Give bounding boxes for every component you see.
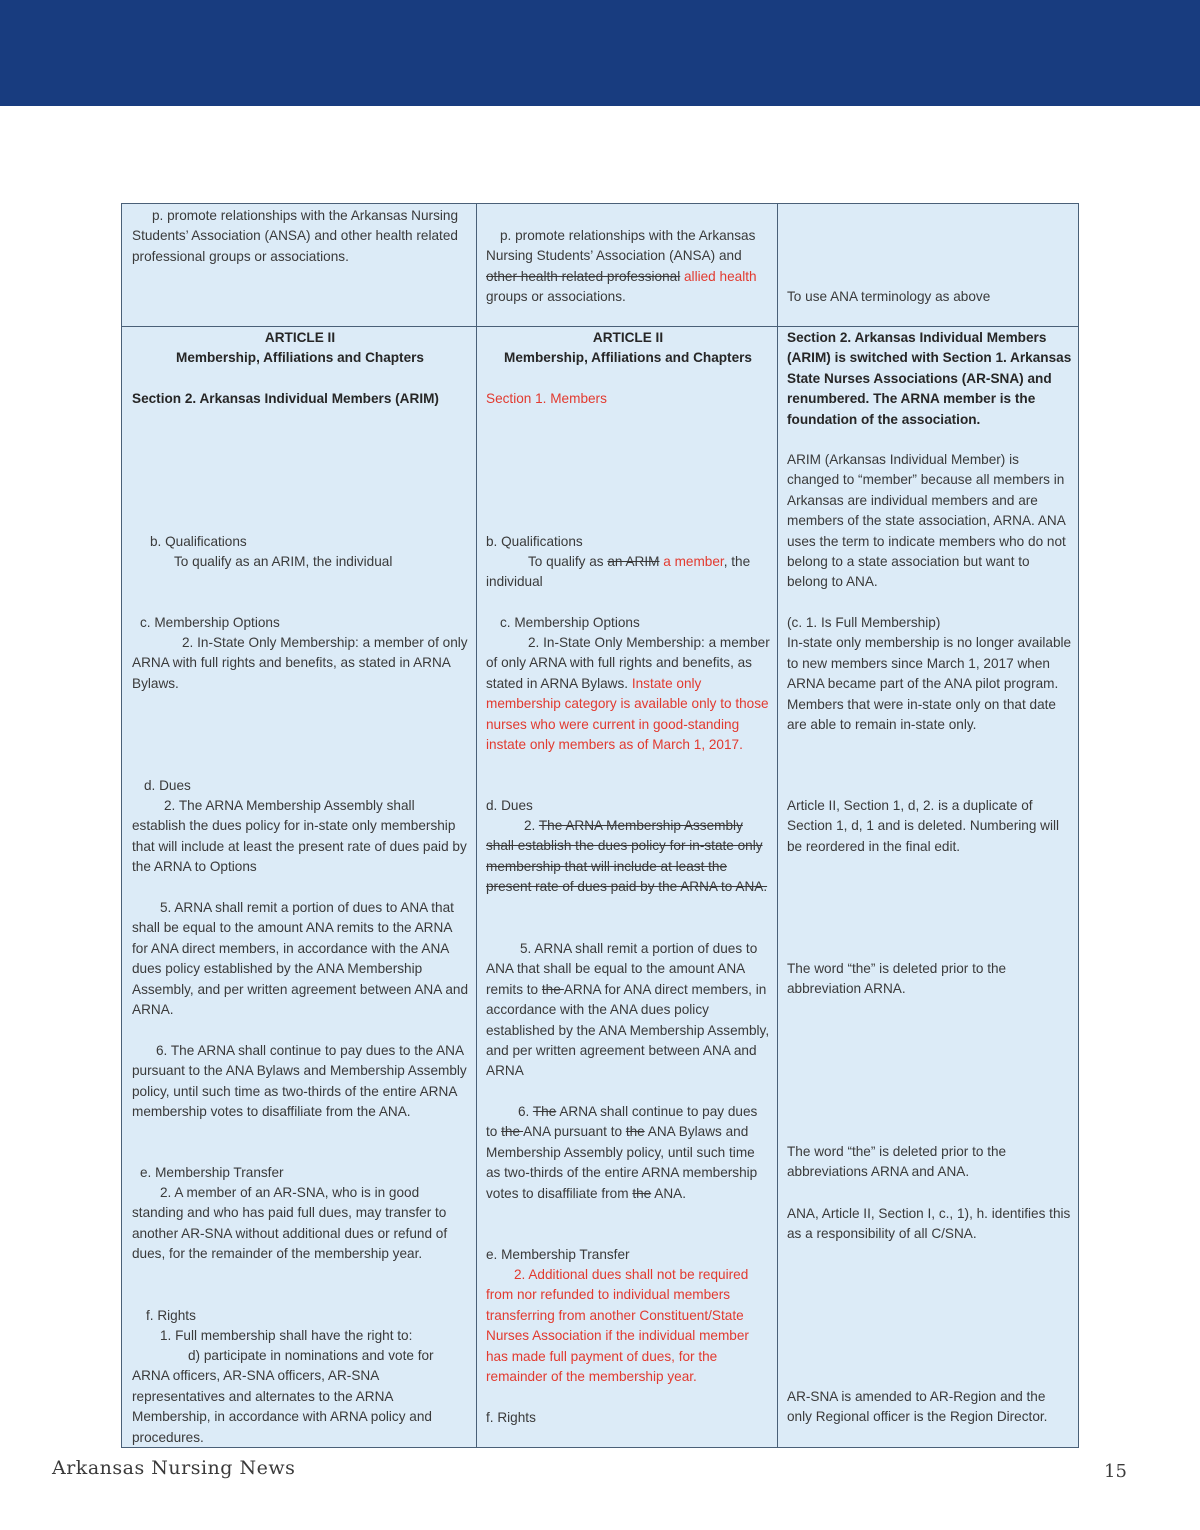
qualifications-heading: b. Qualifications (486, 534, 583, 549)
membership-transfer-heading: e. Membership Transfer (486, 1247, 630, 1262)
membership-transfer-text: 2. A member of an AR-SNA, who is in good standing and who has paid full dues, may transfer to another AR-SNA without additional dues or refund of dues, for the remainder of the membership year. (132, 1185, 448, 1262)
qualifications-text: To qualify as an ARIM a member, the individual (486, 554, 751, 590)
the-deleted-note: The word “the” is deleted prior to the abbreviations ARNA and ANA. (787, 1144, 1007, 1180)
rights-item-d: d) participate in nominations and vote for ARNA officers, AR-SNA officers, AR-SNA representatives and alternates to the ARNA Membership, in accordance with ARNA policy and procedures. (132, 1348, 434, 1445)
section-heading: Section 1. Members (486, 391, 607, 406)
bylaws-comparison-table (121, 203, 1079, 1448)
row-divider (122, 326, 1078, 327)
region-note: AR-SNA is amended to AR-Region and the only Regional officer is the Region Director. (787, 1389, 1048, 1425)
proposed-item-p: p. promote relationships with the Arkansas Nursing Students’ Association (ANSA) and other health related professional allied health groups or associations. (486, 228, 757, 305)
top-banner (0, 0, 1200, 106)
dues-item-5: 5. ARNA shall remit a portion of dues to ANA that shall be equal to the amount ANA remits to the ARNA for ANA direct members, in accordance with the ANA dues policy established by the ANA Membership Assembly, and per written agreement between ANA and ARNA. (132, 900, 469, 1018)
inserted-text: allied health (680, 268, 757, 284)
dues-heading: d. Dues (144, 778, 191, 793)
article-title: Membership, Affiliations and Chapters (176, 350, 424, 365)
section-heading: Section 2. Arkansas Individual Members (ARIM) (132, 391, 439, 406)
article-title: Membership, Affiliations and Chapters (504, 350, 752, 365)
qualifications-heading: b. Qualifications (150, 534, 247, 549)
dues-item-2: 2. The ARNA Membership Assembly shall establish the dues policy for in-state only membership that will include at least the present rate of dues paid by the ARNA to Options (132, 798, 467, 875)
rights-heading: f. Rights (486, 1410, 536, 1425)
membership-options-heading: c. Membership Options (500, 615, 640, 630)
dues-item-2: 2. The ARNA Membership Assembly shall establish the dues policy for in-state only membership that will include at least the present rate of dues paid by the ARNA to ANA. (486, 818, 768, 895)
dues-heading: d. Dues (486, 798, 533, 813)
article-heading: ARTICLE II (592, 330, 664, 345)
inserted-text: Instate only membership category is available only to those nurses who were current in good-standing instate only members as of March 1, 2017. (486, 675, 769, 753)
membership-options-heading: c. Membership Options (140, 615, 280, 630)
dues-item-5: 5. ARNA shall remit a portion of dues to ANA that shall be equal to the amount ANA remits to the ARNA for ANA direct members, in accordance with the ANA dues policy established by the ANA Membership Assembly, and per written agreement between ANA and ARNA (486, 941, 770, 1079)
arim-note: ARIM (Arkansas Individual Member) is changed to “member” because all members in Arkansas are individual members and are members of the state association, ARNA. ANA uses the term to indicate members who do not belong to a state association but want to belong to ANA. (787, 452, 1066, 590)
membership-transfer-heading: e. Membership Transfer (140, 1165, 284, 1180)
deleted-text: an ARIM (607, 554, 660, 569)
ana-responsibility-note: ANA, Article II, Section I, c., 1), h. identifies this as a responsibility of all C/SNA. (787, 1206, 1071, 1242)
membership-options-text: 2. In-State Only Membership: a member of only ARNA with full rights and benefits, as stated in ARNA Bylaws. Instate only membership category is available only to those nurses who were current in good-standing instate only members as of March 1, 2017. (486, 635, 770, 753)
article-heading: ARTICLE II (264, 330, 336, 345)
full-membership-note: (c. 1. Is Full Membership) In-state only membership is no longer available to new members since March 1, 2017 when ARNA became part of the ANA pilot program. Members that were in-state only on that date are able to remain in-state only. (787, 615, 1072, 733)
deleted-text: the (541, 981, 564, 997)
page-number: 15 (1104, 1461, 1127, 1482)
current-item-p: p. promote relationships with the Arkansas Nursing Students’ Association (ANSA) and other health related professional groups or associations. (132, 208, 459, 264)
rationale-text: To use ANA terminology as above (787, 289, 991, 304)
column-divider (476, 204, 477, 1447)
membership-transfer-text: 2. Additional dues shall not be required from nor refunded to individual members transferring from another Constituent/State Nurses Association if the individual member has made full payment of dues, for the remainder of the membership year. (486, 1267, 749, 1385)
qualifications-text: To qualify as an ARIM, the individual (174, 554, 393, 569)
rights-item-1: 1. Full membership shall have the right to: (160, 1328, 413, 1343)
the-deleted-note: The word “the” is deleted prior to the abbreviation ARNA. (787, 961, 1007, 997)
dues-item-6: 6. The ARNA shall continue to pay dues to the ANA pursuant to the ANA Bylaws and Membership Assembly policy, until such time as two-thirds of the entire ARNA membership votes to disaffiliate from the ANA. (132, 1043, 467, 1120)
duplicate-note: Article II, Section 1, d, 2. is a duplicate of Section 1, d, 1 and is deleted. Numbering will be reordered in the final edit. (787, 798, 1060, 854)
section-switch-note: Section 2. Arkansas Individual Members (ARIM) is switched with Section 1. Arkansas State Nurses Associations (AR-SNA) and renumbered. The ARNA member is the foundation of the association. (787, 330, 1072, 427)
deleted-text: The (532, 1104, 557, 1119)
deleted-text: other health related professional (486, 268, 681, 284)
rights-heading: f. Rights (146, 1308, 196, 1323)
column-divider (777, 204, 778, 1447)
deleted-text: the (632, 1185, 652, 1201)
deleted-text: the (625, 1124, 645, 1140)
deleted-text: The ARNA Membership Assembly shall establish the dues policy for in-state only membership that will include at least the present rate of dues paid by the ARNA to ANA. (486, 818, 768, 895)
membership-options-text: 2. In-State Only Membership: a member of only ARNA with full rights and benefits, as stated in ARNA Bylaws. (132, 635, 468, 691)
deleted-text: the (501, 1124, 524, 1140)
inserted-text: a member (659, 554, 724, 569)
publication-title: Arkansas Nursing News (52, 1457, 296, 1479)
dues-item-6: 6. The ARNA shall continue to pay dues to the ANA pursuant to the ANA Bylaws and Membership Assembly policy, until such time as two-thirds of the entire ARNA membership votes to disaffiliate from the ANA. (486, 1104, 758, 1201)
